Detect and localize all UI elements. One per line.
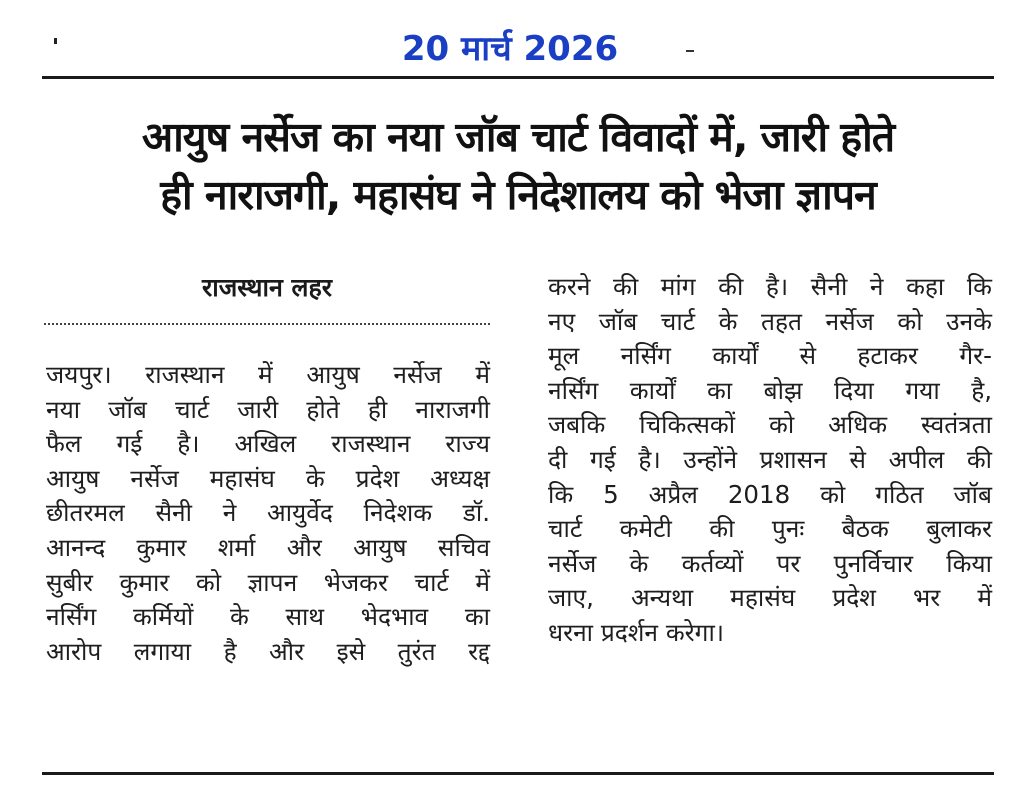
body-line: जाए, अन्यथा महासंघ प्रदेश भर में <box>548 583 992 613</box>
body-line: आनन्द कुमार शर्मा और आयुष सचिव <box>46 532 490 562</box>
body-line: सुबीर कुमार को ज्ञापन भेजकर चार्ट में <box>46 567 490 597</box>
byline: राजस्थान लहर <box>202 273 332 302</box>
body-line: नर्सेज के कर्तव्यों पर पुनर्विचार किया <box>548 548 992 578</box>
dotted-rule <box>44 323 490 325</box>
headline-line-1: आयुष नर्सेज का नया जॉब चार्ट विवादों में, जारी होते <box>141 113 895 161</box>
bottom-rule <box>42 772 994 775</box>
body-line: जबकि चिकित्सकों को अधिक स्वतंत्रता <box>548 410 992 440</box>
top-rule <box>42 76 994 79</box>
article-column-right <box>548 270 992 651</box>
date-header: 20 मार्च 2026 <box>401 29 619 69</box>
body-line: नया जॉब चार्ट जारी होते ही नाराजगी <box>46 394 490 424</box>
body-line: दी गई है। उन्होंने प्रशासन से अपील की <box>548 444 992 474</box>
body-line: कि 5 अप्रैल 2018 को गठित जॉब <box>548 479 992 509</box>
body-line: धरना प्रदर्शन करेगा। <box>548 617 725 647</box>
body-line: नर्सिंग कर्मियों के साथ भेदभाव का <box>46 602 490 632</box>
body-line: आरोप लगाया है और इसे तुरंत रद्द <box>46 636 490 666</box>
body-line: नर्सिंग कार्यों का बोझ दिया गया है, <box>548 375 992 405</box>
article-column-left <box>46 358 490 669</box>
body-line: करने की मांग की है। सैनी ने कहा कि <box>548 272 992 301</box>
body-line: नए जॉब चार्ट के तहत नर्सेज को उनके <box>548 306 992 336</box>
body-line: फैल गई है। अखिल राजस्थान राज्य <box>46 429 490 459</box>
body-line: जयपुर। राजस्थान में आयुष नर्सेज में <box>46 360 490 389</box>
headline <box>42 108 994 224</box>
body-line: चार्ट कमेटी की पुनः बैठक बुलाकर <box>548 514 992 544</box>
headline-line-2: ही नाराजगी, महासंघ ने निदेशालय को भेजा ज्ञापन <box>160 171 876 219</box>
body-line: छीतरमल सैनी ने आयुर्वेद निदेशक डॉ. <box>46 498 490 528</box>
body-line: आयुष नर्सेज महासंघ के प्रदेश अध्यक्ष <box>46 463 490 493</box>
body-line: मूल नर्सिंग कार्यों से हटाकर गैर- <box>548 341 992 371</box>
